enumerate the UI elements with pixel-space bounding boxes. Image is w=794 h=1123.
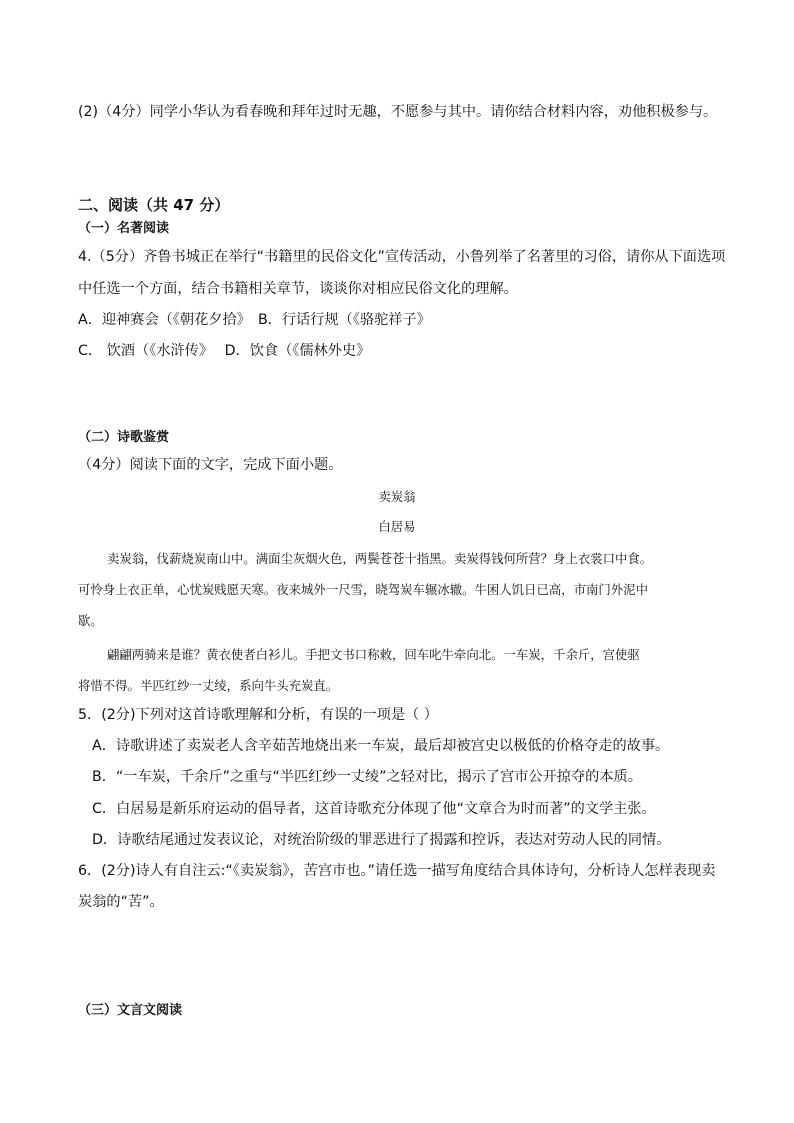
poem-line-1: 卖炭翁，伐薪烧炭南山中。满面尘灰烟火色，两鬓苍苍十指黑。卖炭得钱何所营？身上衣裳口中食。 (107, 551, 653, 566)
question-4-line-1: 4.（5分）齐鲁书城正在举行“书籍里的民俗文化”宣传活动，小鲁列举了名著里的习俗，请你从下面选项 (78, 249, 726, 265)
question-5-option-c: C．白居易是新乐府运动的倡导者，这首诗歌充分体现了他“文章合为时而著”的文学主张。 (92, 801, 656, 817)
question-4-options-row-1: A．迎神赛会（《朝花夕拾》 B．行话行规（《骆驼祥子》 (78, 312, 431, 328)
question-4-options-row-2: C． 饮酒（《水浒传》 D．饮食（《儒林外史》 (78, 343, 371, 359)
poem-line-5: 将惜不得。半匹红纱一丈绫，系向牛头充炭直。 (78, 678, 339, 693)
subsection-title-3: （三）文言文阅读 (78, 1003, 183, 1018)
subsection-title-1: （一）名著阅读 (78, 221, 170, 236)
poem-line-2: 可怜身上衣正单，心忧炭贱愿天寒。夜来城外一尺雪，晓驾炭车辗冰辙。牛困人饥日已高，市南门外泥中 (78, 582, 648, 597)
question-5-option-b: B．“一车炭，千余斤”之重与“半匹红纱一丈绫”之轻对比，揭示了宫市公开掠夺的本质。 (92, 769, 642, 785)
question-5-option-a: A．诗歌讲述了卖炭老人含辛茹苦地烧出来一车炭，最后却被宫史以极低的价格夺走的故事。 (92, 738, 670, 754)
section-title: 二、阅读（共 47 分） (78, 196, 230, 214)
poem-intro: （4分）阅读下面的文字，完成下面小题。 (78, 457, 343, 473)
poem-line-4: 翩翩两骑来是谁？黄衣使者白衫儿。手把文书口称敕，回车叱牛牵向北。一车炭，千余斤，宫使驱 (107, 647, 640, 662)
subsection-title-2: （二）诗歌鉴赏 (78, 430, 170, 445)
question-prev: (2)（4分）同学小华认为看春晚和拜年过时无趣，不愿参与其中。请你结合材料内容，劝他积极参与。 (78, 104, 718, 120)
question-4-line-2: 中任选一个方面，结合书籍相关章节，谈谈你对相应民俗文化的理解。 (78, 281, 518, 297)
question-5: 5．(2分)下列对这首诗歌理解和分析，有误的一项是（ ） (78, 707, 438, 723)
poem-title: 卖炭翁 (378, 489, 416, 504)
question-6-line-1: 6．(2分)诗人有自注云:“《卖炭翁》，苦宫市也。”请任选一描写角度结合具体诗句，分析诗人怎样表现卖 (78, 863, 716, 879)
question-5-option-d: D．诗歌结尾通过发表议论，对统治阶级的罪恶进行了揭露和控诉，表达对劳动人民的同情。 (92, 832, 671, 848)
poem-author: 白居易 (378, 519, 416, 534)
poem-line-3: 歇。 (78, 613, 103, 628)
question-6-line-2: 炭翁的“苦”。 (78, 894, 164, 910)
